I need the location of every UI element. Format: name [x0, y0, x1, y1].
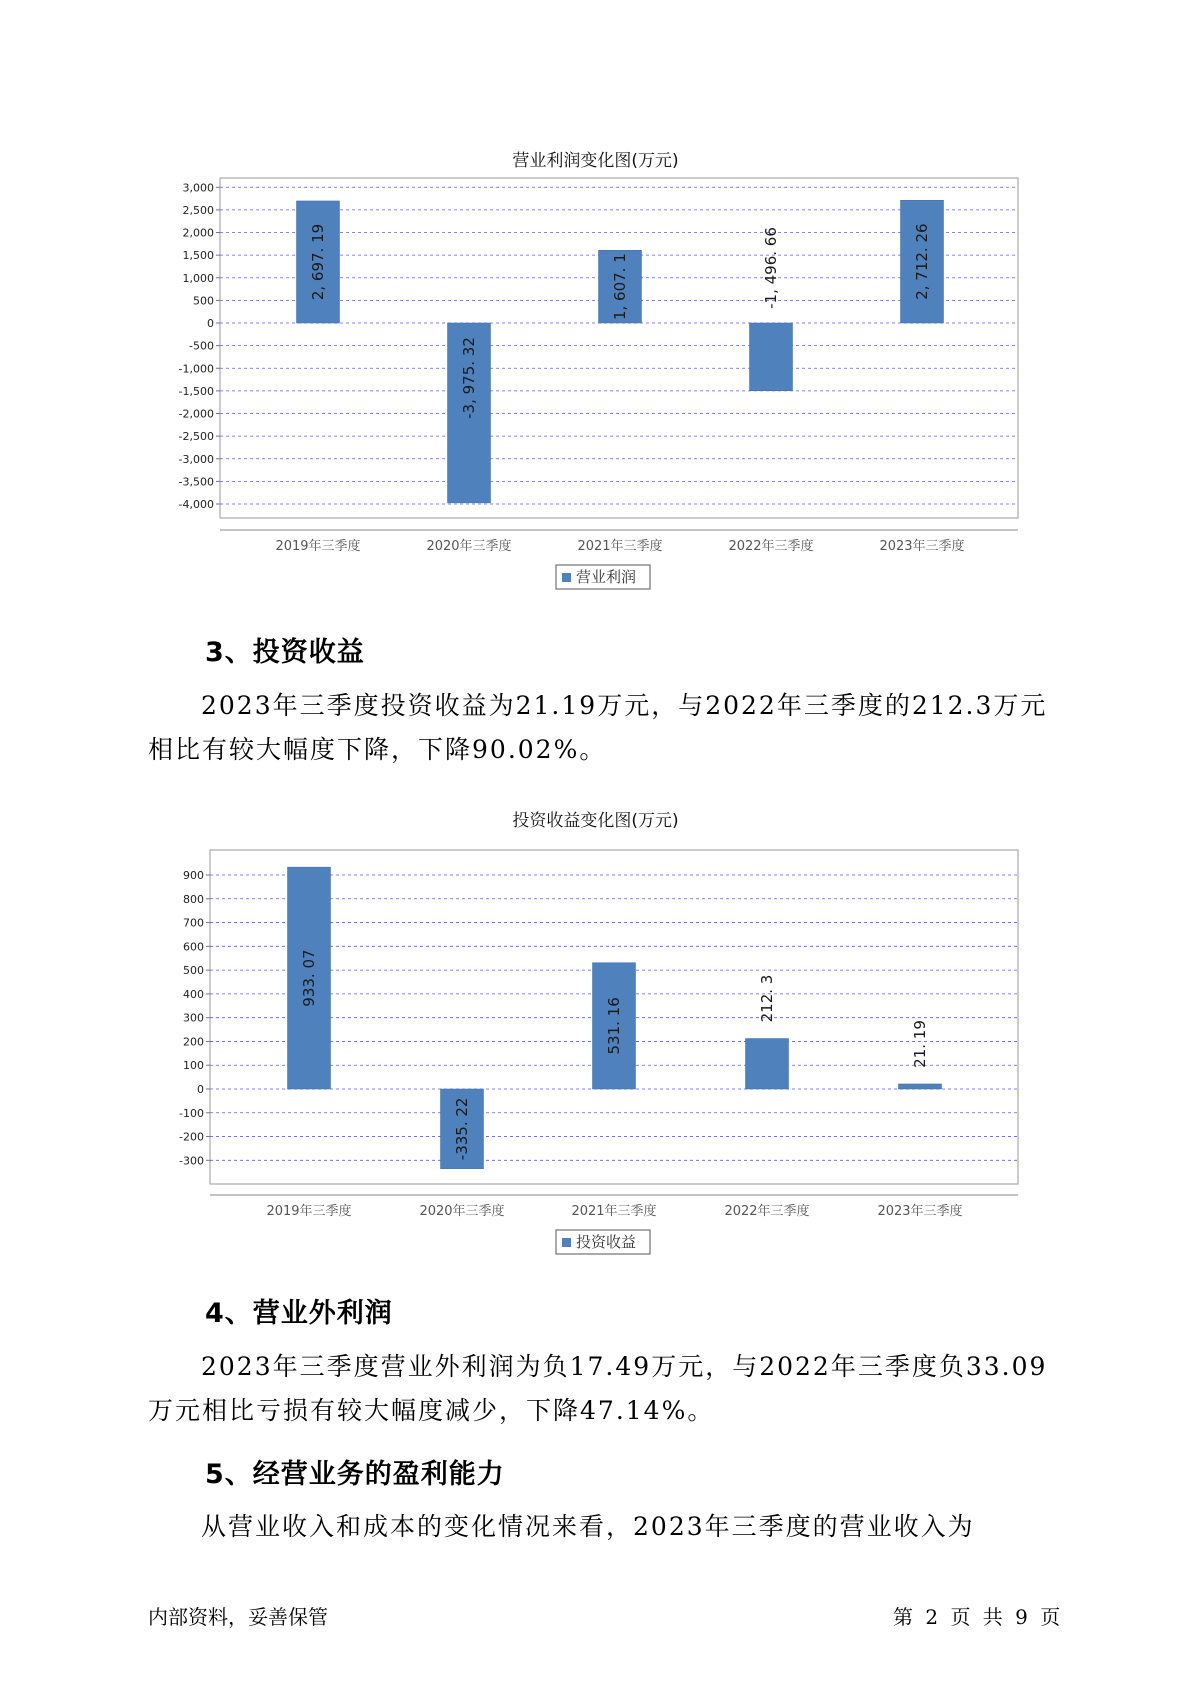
- x-category-label: 2019年三季度: [275, 539, 361, 554]
- x-category-label: 2022年三季度: [724, 1204, 810, 1219]
- bar-value-label: 531. 16: [605, 997, 623, 1055]
- y-tick-label: 500: [193, 294, 214, 308]
- footer-confidential-note: 内部资料，妥善保管: [148, 1605, 328, 1629]
- x-category-label: 2021年三季度: [577, 539, 663, 554]
- y-tick-label: 200: [183, 1035, 204, 1049]
- y-tick-label: 0: [197, 1083, 204, 1096]
- x-category-label: 2020年三季度: [426, 539, 512, 554]
- x-category-label: 2023年三季度: [879, 539, 965, 554]
- y-tick-label: 900: [183, 869, 204, 882]
- x-category-label: 2022年三季度: [728, 539, 814, 554]
- y-tick-label: -2,000: [178, 407, 214, 421]
- bar-value-label: 2, 697. 19: [309, 223, 327, 301]
- bar: [746, 1039, 789, 1089]
- chart-title-investment-income: 投资收益变化图(万元): [512, 811, 679, 831]
- y-tick-label: 100: [183, 1059, 204, 1073]
- y-tick-label: 3,000: [182, 181, 214, 195]
- y-tick-label: 800: [183, 892, 204, 906]
- bar-value-label: -3, 975. 32: [460, 337, 478, 419]
- y-tick-label: -4,000: [178, 498, 214, 511]
- paragraph-profitability: [148, 1505, 1058, 1549]
- paragraph-non-operating-profit-text: 2023年三季度营业外利润为负17.49万元，与2022年三季度负33.09万元相比亏损有较大幅度减少，下降47.14%。: [148, 1352, 1048, 1425]
- x-category-label: 2019年三季度: [266, 1204, 352, 1219]
- bar: [899, 1084, 942, 1089]
- bar-value-label: 933. 07: [300, 949, 318, 1007]
- y-tick-label: 600: [183, 940, 204, 954]
- y-tick-label: -500: [189, 339, 214, 353]
- paragraph-non-operating-profit: [148, 1345, 1058, 1433]
- bar-value-label: 212. 3: [758, 974, 776, 1023]
- bar-value-label: -335. 22: [453, 1097, 471, 1161]
- y-tick-label: 0: [207, 317, 214, 330]
- y-tick-label: -2,500: [178, 430, 214, 444]
- bar-value-label: -1, 496. 66: [762, 227, 780, 309]
- paragraph-investment-income-text: 2023年三季度投资收益为21.19万元，与2022年三季度的212.3万元相比有较大幅度下降，下降90.02%。: [148, 691, 1048, 764]
- y-tick-label: 2,000: [182, 226, 214, 240]
- y-tick-label: -3,500: [178, 475, 214, 489]
- y-tick-label: -100: [179, 1106, 204, 1120]
- y-tick-label: -1,500: [178, 384, 214, 398]
- y-tick-label: -3,000: [178, 452, 214, 466]
- section-heading-profitability: 5、经营业务的盈利能力: [205, 1459, 505, 1490]
- y-tick-label: -200: [179, 1130, 204, 1144]
- section-heading-non-operating-profit: 4、营业外利润: [205, 1298, 393, 1329]
- y-tick-label: 400: [183, 987, 204, 1001]
- x-category-label: 2020年三季度: [419, 1204, 505, 1219]
- y-tick-label: 500: [183, 964, 204, 978]
- y-tick-label: -1,000: [178, 362, 214, 376]
- section-heading-investment-income: 3、投资收益: [205, 637, 365, 668]
- y-tick-label: 700: [183, 916, 204, 930]
- x-category-label: 2021年三季度: [571, 1204, 657, 1219]
- y-tick-label: 2,500: [182, 203, 214, 217]
- legend-swatch: [562, 1238, 571, 1247]
- y-tick-label: 300: [183, 1011, 204, 1025]
- x-category-label: 2023年三季度: [877, 1204, 963, 1219]
- bar-value-label: 1, 607. 1: [611, 253, 629, 321]
- y-tick-label: 1,000: [182, 271, 214, 285]
- bar-value-label: 2, 712. 26: [913, 223, 931, 300]
- y-tick-label: 1,500: [182, 249, 214, 263]
- paragraph-profitability-text: 从营业收入和成本的变化情况来看，2023年三季度的营业收入为: [201, 1512, 975, 1541]
- chart-title-operating-profit: 营业利润变化图(万元): [512, 151, 679, 171]
- footer-page-number: 第 2 页 共 9 页: [893, 1605, 1061, 1629]
- bar-value-label: 21. 19: [911, 1020, 929, 1068]
- legend-label: 营业利润: [576, 568, 637, 586]
- legend-label: 投资收益: [576, 1233, 637, 1251]
- y-tick-label: -300: [179, 1154, 204, 1168]
